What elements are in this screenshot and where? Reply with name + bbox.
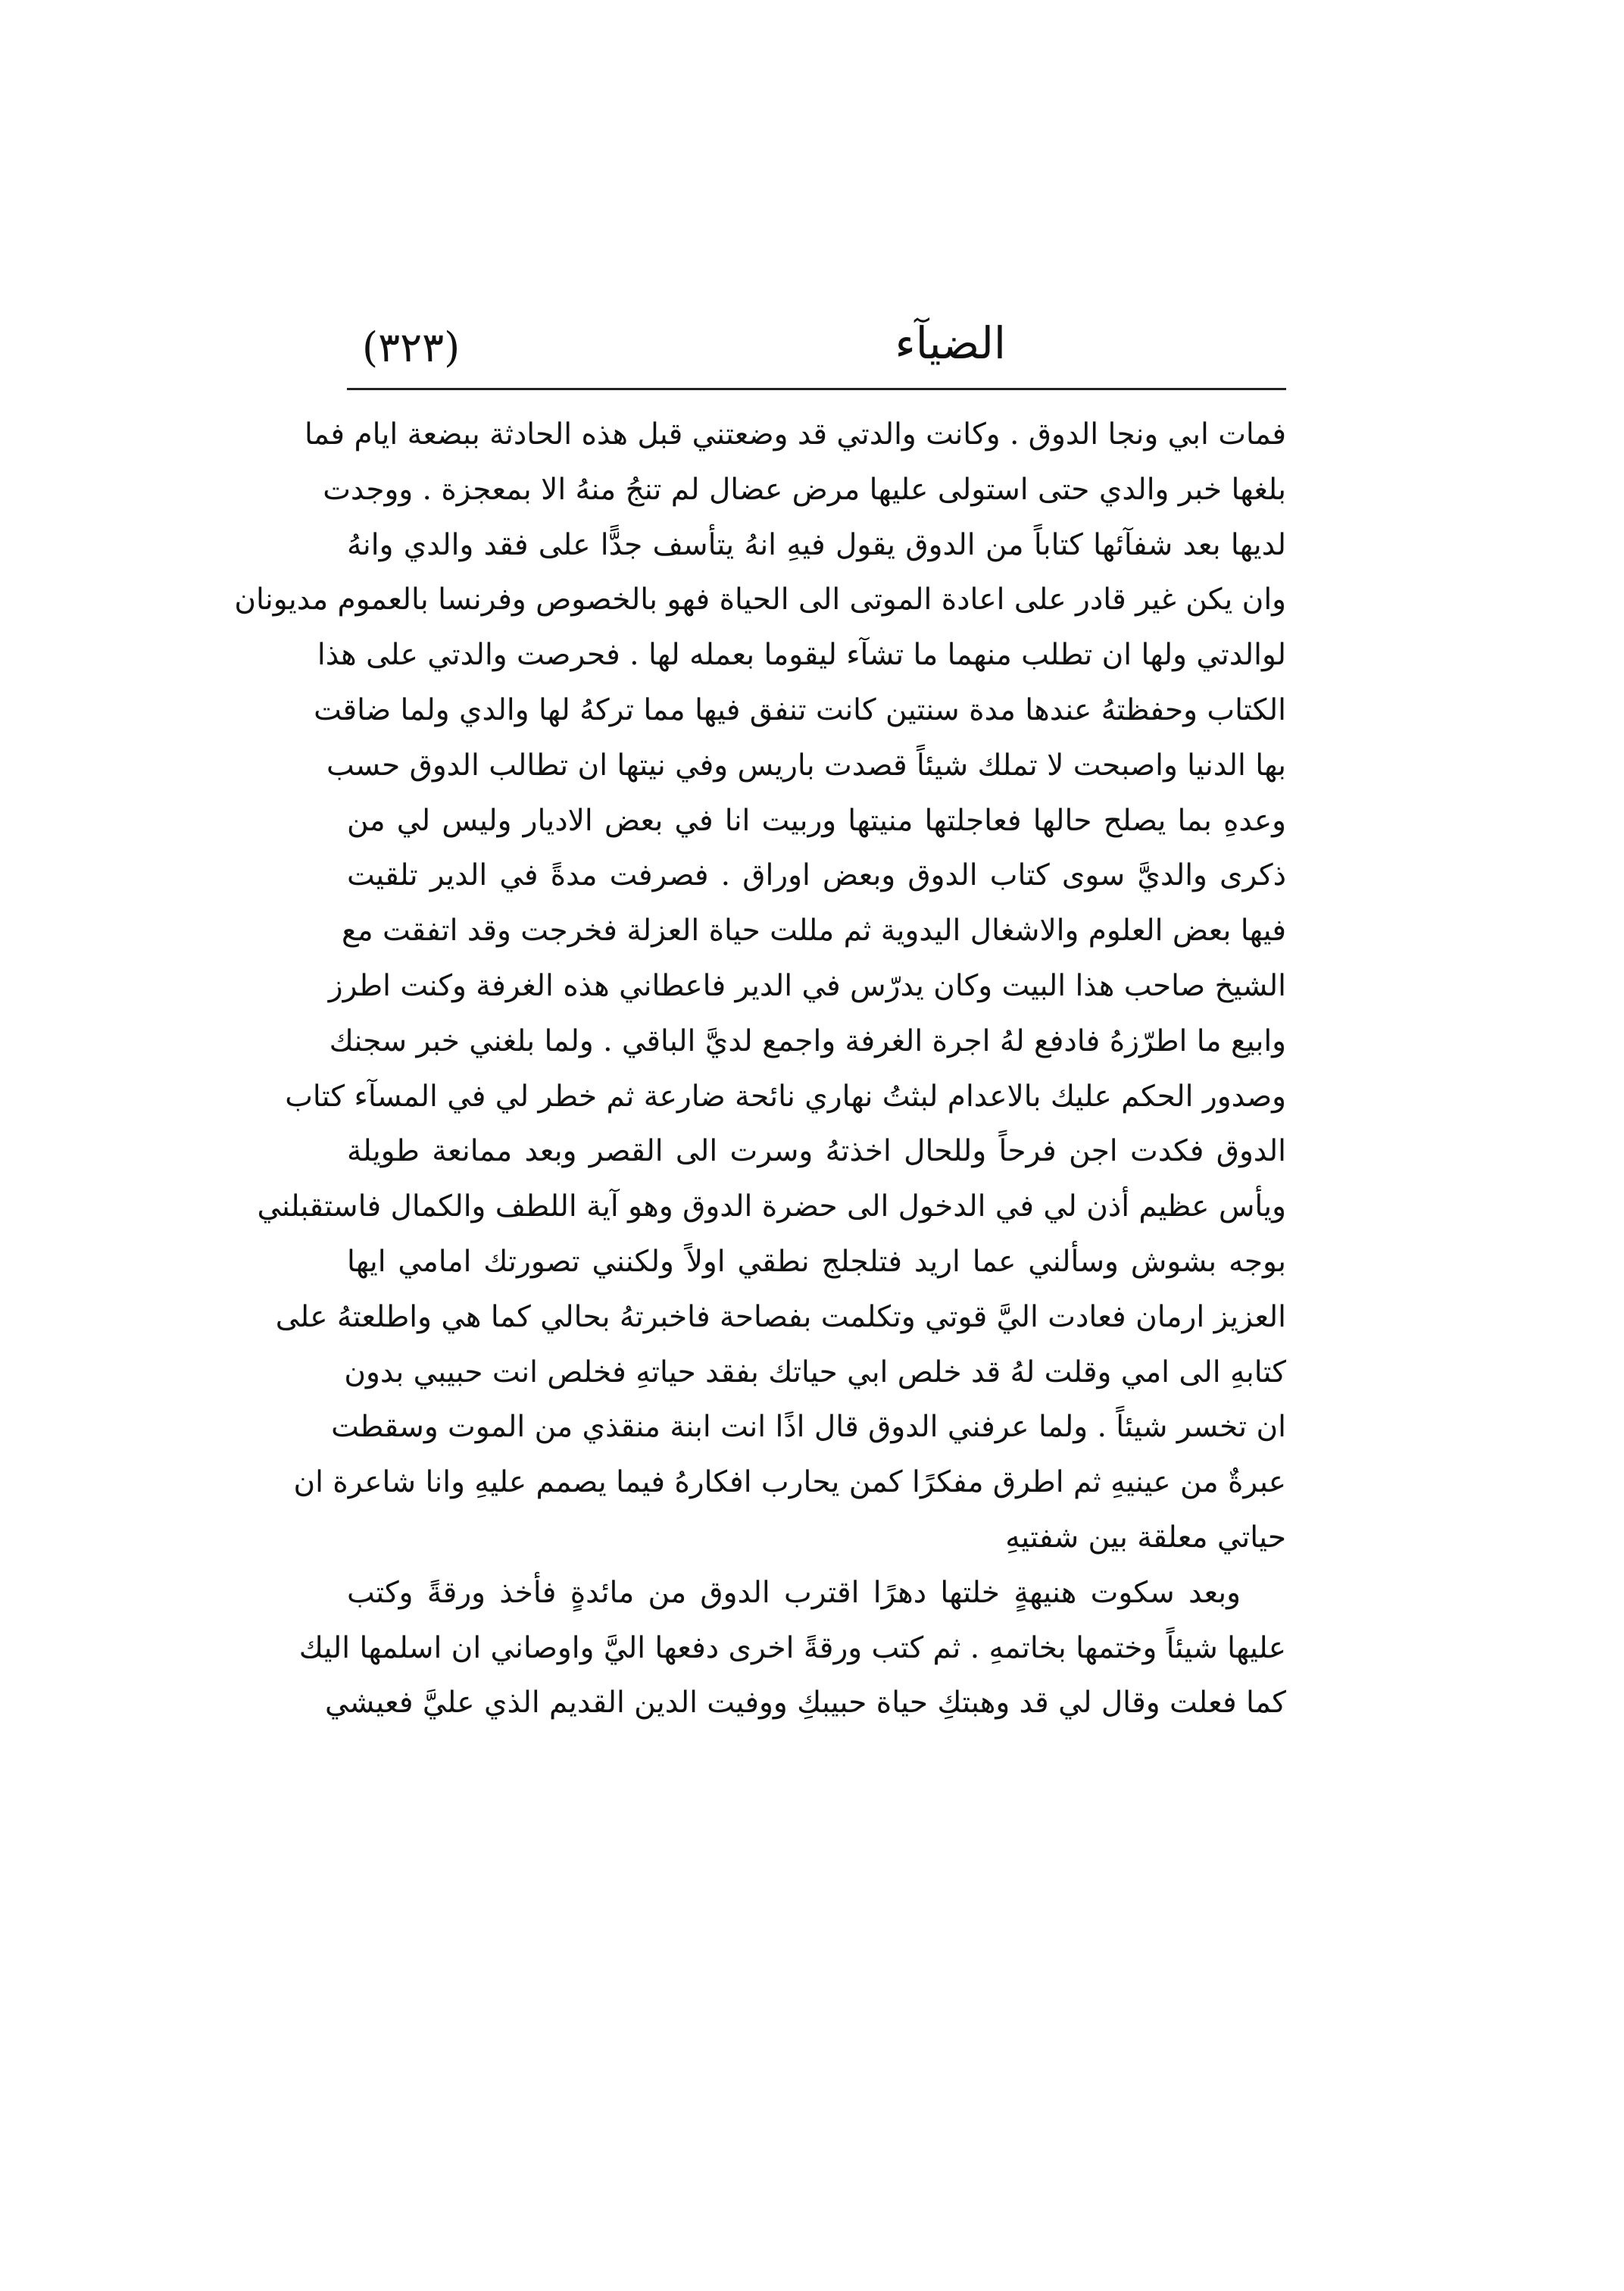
text-line: عبرةٌ من عينيهِ ثم اطرق مفكرًا كمن يحارب افكارهُ فيما يصمم عليهِ وانا شاعرة ان [293,1465,1286,1500]
text-line: وصدور الحكم عليك بالاعدام لبثتُ نهاري نائحة ضارعة ثم خطر لي في المسآء كتاب [285,1079,1286,1114]
body-text [234,408,1286,1731]
text-line: ذكرى والديَّ سوى كتاب الدوق وبعض اوراق . فصرفت مدةً في الدير تلقيت [347,858,1286,893]
text-line: كما فعلت وقال لي قد وهبتكِ حياة حبيبكِ ووفيت الدين القديم الذي عليَّ فعيشي [324,1686,1286,1721]
text-line-paragraph-start: وبعد سكوت هنيهةٍ خلتها دهرًا اقترب الدوق من مائدةٍ فأخذ ورقةً وكتب [347,1575,1241,1610]
text-line: الكتاب وحفظتهُ عندها مدة سنتين كانت تنفق فيها مما تركهُ لها والدي ولما ضاقت [314,692,1286,727]
text-line: بوجه بشوش وسألني عما اريد فتلجلج نطقي اولاً ولكنني تصورتك امامي ايها [347,1244,1286,1279]
running-title: الضيآء [895,317,1006,369]
page-header [347,299,1286,398]
text-line: فمات ابي ونجا الدوق . وكانت والدتي قد وضعتني قبل هذه الحادثة ببضعة ايام فما [304,417,1286,452]
header-rule [347,388,1286,390]
text-line: وعدهِ بما يصلح حالها فعاجلتها منيتها وربيت انا في بعض الاديار وليس لي من [347,803,1286,838]
text-line: ان تخسر شيئاً . ولما عرفني الدوق قال اذًا انت ابنة منقذي من الموت وسقطت [331,1410,1286,1445]
text-line: لديها بعد شفآئها كتاباً من الدوق يقول فيهِ انهُ يتأسف جدًّا على فقد والدي وانهُ [347,527,1286,562]
text-line: الدوق فكدت اجن فرحاً وللحال اخذتهُ وسرت الى القصر وبعد ممانعة طويلة [347,1134,1286,1169]
text-line: وابيع ما اطرّزهُ فادفع لهُ اجرة الغرفة واجمع لديَّ الباقي . ولما بلغني خبر سجنك [329,1024,1286,1058]
text-line: بها الدنيا واصبحت لا تملك شيئاً قصدت باريس وفي نيتها ان تطالب الدوق حسب [326,748,1286,783]
text-line: عليها شيئاً وختمها بخاتمهِ . ثم كتب ورقةً اخرى دفعها اليَّ واوصاني ان اسلمها اليك [298,1630,1286,1665]
text-line: الشيخ صاحب هذا البيت وكان يدرّس في الدير فاعطاني هذه الغرفة وكنت اطرز [328,968,1286,1003]
text-line: وان يكن غير قادر على اعادة الموتى الى الحياة فهو بالخصوص وفرنسا بالعموم مديونان [234,583,1286,617]
text-line: ويأس عظيم أذن لي في الدخول الى حضرة الدوق وهو آية اللطف والكمال فاستقبلني [257,1189,1286,1224]
text-line: فيها بعض العلوم والاشغال اليدوية ثم مللت حياة العزلة فخرجت وقد اتفقت مع [341,914,1286,949]
page-number: (٣٢٣) [362,323,461,371]
text-line: لوالدتي ولها ان تطلب منهما ما تشآء ليقوما بعمله لها . فحرصت والدتي على هذا [317,638,1286,673]
text-line: بلغها خبر والدي حتى استولى عليها مرض عضال لم تنجُ منهُ الا بمعجزة . ووجدت [323,472,1286,507]
text-line: العزيز ارمان فعادت اليَّ قوتي وتكلمت بفصاحة فاخبرتهُ بحالي كما هي واطلعتهُ على [275,1299,1286,1334]
text-line-paragraph-end: حياتي معلقة بين شفتيهِ [1005,1520,1286,1555]
text-line: كتابهِ الى امي وقلت لهُ قد خلص ابي حياتك بفقد حياتهِ فخلص انت حبيبي بدون [344,1355,1286,1389]
